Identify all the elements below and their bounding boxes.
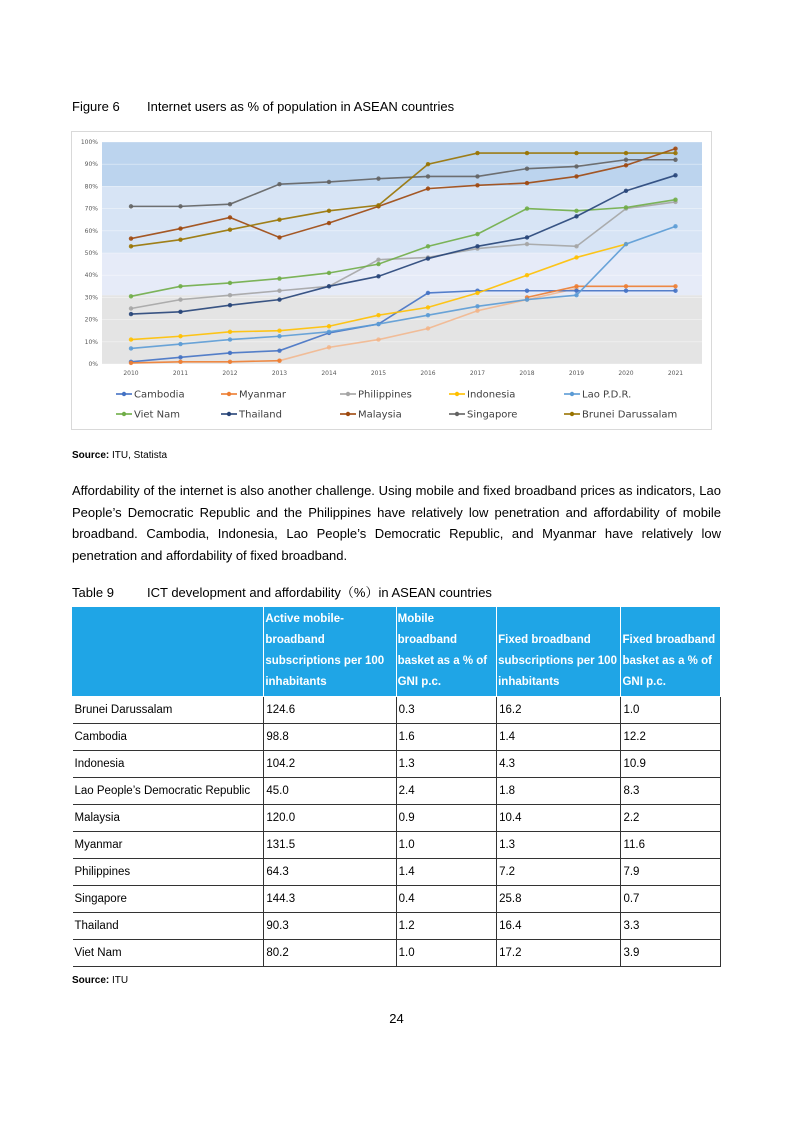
- series-cambodia-point: [228, 351, 232, 355]
- cell-country: Viet Nam: [73, 940, 264, 967]
- series-myanmar-point: [673, 284, 677, 288]
- series-thailand-point: [475, 244, 479, 248]
- cell-country: Brunei Darussalam: [73, 697, 264, 724]
- series-indonesia-point: [327, 324, 331, 328]
- series-indonesia-point: [178, 334, 182, 338]
- series-thailand-point: [277, 297, 281, 301]
- series-thailand-point: [178, 310, 182, 314]
- cell-value: 45.0: [264, 778, 396, 805]
- table-row: [73, 886, 721, 913]
- series-lao-p-d-r-point: [376, 322, 380, 326]
- legend-label-thailand: Thailand: [239, 409, 282, 421]
- series-indonesia-point: [574, 255, 578, 259]
- cell-value: 25.8: [497, 886, 621, 913]
- cell-value: 7.2: [497, 859, 621, 886]
- series-malaysia-point: [178, 226, 182, 230]
- series-lao-p-d-r-point: [574, 293, 578, 297]
- cell-country: Malaysia: [73, 805, 264, 832]
- series-malaysia-point: [624, 163, 628, 167]
- series-philippines-point: [574, 244, 578, 248]
- legend-label-indonesia: Indonesia: [467, 389, 516, 401]
- series-malaysia-point: [228, 215, 232, 219]
- table-row: [73, 940, 721, 967]
- cell-country: Lao People’s Democratic Republic: [73, 778, 264, 805]
- table-row: [73, 724, 721, 751]
- series-singapore-point: [574, 164, 578, 168]
- series-faint-point: [426, 326, 430, 330]
- header-country: [73, 607, 264, 697]
- cell-value: 1.2: [396, 913, 496, 940]
- series-viet-nam-point: [426, 244, 430, 248]
- y-tick-label: 40%: [84, 272, 98, 280]
- x-tick-label: 2013: [271, 370, 288, 377]
- figure-number: Figure 6: [72, 99, 120, 114]
- y-tick-label: 50%: [84, 250, 98, 257]
- series-indonesia-point: [525, 273, 529, 277]
- table-number: Table 9: [72, 585, 114, 600]
- series-singapore-point: [624, 158, 628, 162]
- table-caption: [72, 582, 492, 601]
- figure-source-label: Source:: [72, 450, 110, 461]
- series-singapore-point: [376, 176, 380, 180]
- series-brunei-darussalam-point: [277, 218, 281, 222]
- series-singapore-point: [327, 180, 331, 184]
- legend-marker-indonesia: [455, 392, 459, 396]
- cell-country: Myanmar: [73, 832, 264, 859]
- series-viet-nam-point: [376, 262, 380, 266]
- legend-marker-viet-nam: [122, 412, 126, 416]
- series-malaysia-point: [574, 174, 578, 178]
- legend-label-malaysia: Malaysia: [358, 409, 402, 421]
- x-tick-label: 2021: [667, 370, 684, 377]
- series-cambodia-point: [277, 348, 281, 352]
- series-malaysia-point: [277, 235, 281, 239]
- series-malaysia-point: [525, 181, 529, 185]
- table-row: [73, 913, 721, 940]
- cell-value: 1.8: [497, 778, 621, 805]
- series-singapore-point: [525, 166, 529, 170]
- cell-value: 3.3: [621, 913, 721, 940]
- x-tick-label: 2011: [172, 370, 189, 377]
- legend-label-lao-p-d-r: Lao P.D.R.: [582, 389, 632, 401]
- cell-value: 16.2: [497, 697, 621, 724]
- legend-marker-brunei-darussalam: [570, 412, 574, 416]
- y-tick-label: 100%: [80, 139, 98, 146]
- series-lao-p-d-r-point: [178, 342, 182, 346]
- y-tick-label: 30%: [84, 294, 98, 302]
- y-tick-label: 90%: [84, 161, 98, 169]
- cell-value: 11.6: [621, 832, 721, 859]
- series-brunei-darussalam-point: [624, 151, 628, 155]
- table-source: [72, 975, 128, 986]
- header-fixed-subscriptions: Fixed broadband subscriptions per 100 inhabitants: [497, 607, 621, 697]
- table-row: [73, 697, 721, 724]
- series-philippines-point: [178, 297, 182, 301]
- series-cambodia-point: [426, 291, 430, 295]
- legend-label-singapore: Singapore: [467, 409, 518, 421]
- x-tick-label: 2012: [222, 370, 238, 377]
- cell-value: 1.0: [621, 697, 721, 724]
- cell-value: 1.3: [497, 832, 621, 859]
- header-mobile-basket: Mobile broadband basket as a % of GNI p.c.: [396, 607, 496, 697]
- series-viet-nam-point: [673, 198, 677, 202]
- series-brunei-darussalam-point: [574, 151, 578, 155]
- figure-source-text: ITU, Statista: [109, 450, 168, 461]
- cell-value: 7.9: [621, 859, 721, 886]
- table-row: [73, 859, 721, 886]
- series-lao-p-d-r-point: [475, 304, 479, 308]
- series-thailand-point: [426, 256, 430, 260]
- series-viet-nam-point: [574, 209, 578, 213]
- cell-value: 0.4: [396, 886, 496, 913]
- cell-value: 1.6: [396, 724, 496, 751]
- cell-value: 64.3: [264, 859, 396, 886]
- series-indonesia-point: [277, 329, 281, 333]
- cell-value: 2.2: [621, 805, 721, 832]
- cell-value: 0.9: [396, 805, 496, 832]
- series-indonesia-point: [376, 313, 380, 317]
- figure-caption: [72, 99, 454, 114]
- cell-value: 124.6: [264, 697, 396, 724]
- y-tick-label: 10%: [84, 338, 98, 346]
- series-viet-nam-point: [178, 284, 182, 288]
- series-malaysia-point: [327, 221, 331, 225]
- series-brunei-darussalam-point: [327, 209, 331, 213]
- cell-country: Thailand: [73, 913, 264, 940]
- series-myanmar-point: [277, 358, 281, 362]
- cell-value: 1.0: [396, 832, 496, 859]
- cell-value: 144.3: [264, 886, 396, 913]
- series-singapore-point: [673, 158, 677, 162]
- legend-marker-myanmar: [227, 392, 231, 396]
- series-faint-point: [475, 309, 479, 313]
- legend-label-viet-nam: Viet Nam: [134, 409, 181, 421]
- cell-value: 1.4: [396, 859, 496, 886]
- cell-value: 4.3: [497, 751, 621, 778]
- series-thailand-point: [624, 189, 628, 193]
- cell-value: 10.4: [497, 805, 621, 832]
- x-tick-label: 2019: [568, 370, 585, 377]
- cell-value: 8.3: [621, 778, 721, 805]
- series-lao-p-d-r-point: [129, 346, 133, 350]
- table-header-row: [73, 607, 721, 697]
- cell-value: 17.2: [497, 940, 621, 967]
- series-viet-nam-point: [228, 281, 232, 285]
- series-brunei-darussalam-point: [673, 151, 677, 155]
- series-lao-p-d-r-point: [277, 334, 281, 338]
- y-tick-label: 0%: [88, 361, 98, 368]
- cell-value: 0.7: [621, 886, 721, 913]
- y-tick-label: 60%: [84, 227, 98, 235]
- table-row: [73, 778, 721, 805]
- cell-value: 10.9: [621, 751, 721, 778]
- series-myanmar-point: [178, 360, 182, 364]
- series-thailand-point: [376, 274, 380, 278]
- legend-marker-philippines: [346, 392, 350, 396]
- x-tick-label: 2018: [519, 370, 535, 377]
- series-cambodia-point: [574, 289, 578, 293]
- legend-label-philippines: Philippines: [358, 389, 412, 401]
- series-viet-nam-point: [277, 276, 281, 280]
- series-indonesia-point: [426, 305, 430, 309]
- x-tick-label: 2010: [123, 370, 139, 377]
- cell-country: Singapore: [73, 886, 264, 913]
- series-myanmar-point: [574, 284, 578, 288]
- series-brunei-darussalam-point: [376, 203, 380, 207]
- body-paragraph: Affordability of the internet is also another challenge. Using mobile and fixed broadband prices as indicators, Lao People’s Democratic Republic and the Philippines have relatively low penetration and affordability of mobile broadband. Cambodia, Indonesia, Lao People’s Democratic Republic, and Myanmar have relatively low penetration and affordability of fixed broadband.: [72, 483, 721, 563]
- series-indonesia-point: [228, 330, 232, 334]
- series-viet-nam-point: [525, 206, 529, 210]
- header-mobile-subscriptions: Active mobile-broadband subscriptions per 100 inhabitants: [264, 607, 396, 697]
- series-thailand-point: [327, 284, 331, 288]
- series-philippines-point: [277, 289, 281, 293]
- series-myanmar-point: [624, 284, 628, 288]
- series-cambodia-point: [178, 355, 182, 359]
- legend-label-myanmar: Myanmar: [239, 389, 286, 401]
- table-source-text: ITU: [109, 975, 129, 986]
- figure-title: Internet users as % of population in ASEAN countries: [147, 99, 455, 114]
- series-brunei-darussalam-point: [525, 151, 529, 155]
- cell-country: Cambodia: [73, 724, 264, 751]
- series-singapore-point: [277, 182, 281, 186]
- cell-value: 3.9: [621, 940, 721, 967]
- x-tick-label: 2014: [321, 370, 337, 377]
- x-tick-label: 2015: [370, 370, 387, 377]
- series-brunei-darussalam-point: [129, 244, 133, 248]
- series-singapore-point: [129, 204, 133, 208]
- series-viet-nam-point: [129, 294, 133, 298]
- cell-value: 131.5: [264, 832, 396, 859]
- series-myanmar-point: [129, 361, 133, 365]
- line-chart: [71, 131, 712, 430]
- legend-marker-thailand: [227, 412, 231, 416]
- cell-value: 16.4: [497, 913, 621, 940]
- cell-value: 1.3: [396, 751, 496, 778]
- cell-country: Indonesia: [73, 751, 264, 778]
- y-tick-label: 80%: [84, 183, 98, 191]
- legend-marker-cambodia: [122, 392, 126, 396]
- series-thailand-point: [228, 303, 232, 307]
- cell-value: 104.2: [264, 751, 396, 778]
- series-malaysia-point: [475, 183, 479, 187]
- series-malaysia-point: [129, 236, 133, 240]
- page-number: 24: [389, 1011, 404, 1026]
- series-thailand-point: [525, 235, 529, 239]
- cell-value: 1.0: [396, 940, 496, 967]
- series-cambodia-point: [673, 289, 677, 293]
- y-tick-label: 70%: [84, 205, 98, 213]
- series-malaysia-point: [673, 146, 677, 150]
- series-lao-p-d-r-point: [228, 337, 232, 341]
- legend-label-cambodia: Cambodia: [134, 389, 185, 401]
- series-thailand-point: [673, 173, 677, 177]
- cell-value: 80.2: [264, 940, 396, 967]
- table-source-label: Source:: [72, 975, 110, 986]
- series-indonesia-point: [129, 337, 133, 341]
- series-viet-nam-point: [327, 271, 331, 275]
- table-row: [73, 832, 721, 859]
- table-title: ICT development and affordability（%）in ASEAN countries: [147, 585, 492, 600]
- series-lao-p-d-r-point: [426, 313, 430, 317]
- series-philippines-point: [228, 293, 232, 297]
- legend-marker-singapore: [455, 412, 459, 416]
- cell-value: 120.0: [264, 805, 396, 832]
- series-viet-nam-point: [475, 232, 479, 236]
- cell-value: 0.3: [396, 697, 496, 724]
- series-brunei-darussalam-point: [426, 162, 430, 166]
- table-row: [73, 805, 721, 832]
- cell-value: 1.4: [497, 724, 621, 751]
- x-tick-label: 2017: [469, 370, 486, 377]
- legend-label-brunei-darussalam: Brunei Darussalam: [582, 409, 678, 421]
- series-brunei-darussalam-point: [228, 227, 232, 231]
- series-lao-p-d-r-point: [327, 330, 331, 334]
- figure-source: [72, 450, 167, 461]
- series-philippines-point: [376, 257, 380, 261]
- x-tick-label: 2016: [420, 370, 436, 377]
- y-tick-label: 20%: [84, 316, 98, 324]
- series-myanmar-point: [228, 360, 232, 364]
- series-indonesia-point: [475, 291, 479, 295]
- header-fixed-basket: Fixed broadband basket as a % of GNI p.c.: [621, 607, 721, 697]
- series-lao-p-d-r-point: [673, 224, 677, 228]
- series-faint-point: [376, 337, 380, 341]
- series-faint-point: [327, 345, 331, 349]
- cell-value: 12.2: [621, 724, 721, 751]
- cell-value: 2.4: [396, 778, 496, 805]
- cell-value: 98.8: [264, 724, 396, 751]
- series-cambodia-point: [525, 289, 529, 293]
- series-viet-nam-point: [624, 205, 628, 209]
- legend-marker-malaysia: [346, 412, 350, 416]
- legend-marker-lao-p-d-r: [570, 392, 574, 396]
- series-brunei-darussalam-point: [475, 151, 479, 155]
- series-philippines-point: [129, 306, 133, 310]
- chart-canvas: [72, 132, 711, 429]
- ict-table: [72, 606, 721, 967]
- series-malaysia-point: [426, 186, 430, 190]
- series-lao-p-d-r-point: [525, 297, 529, 301]
- series-brunei-darussalam-point: [178, 237, 182, 241]
- series-cambodia-point: [624, 289, 628, 293]
- series-singapore-point: [426, 174, 430, 178]
- series-lao-p-d-r-point: [624, 242, 628, 246]
- x-tick-label: 2020: [618, 370, 634, 377]
- cell-value: 90.3: [264, 913, 396, 940]
- series-thailand-point: [129, 312, 133, 316]
- series-philippines-point: [525, 242, 529, 246]
- series-thailand-point: [574, 214, 578, 218]
- series-singapore-point: [178, 204, 182, 208]
- chart-band: [102, 295, 702, 364]
- cell-country: Philippines: [73, 859, 264, 886]
- series-singapore-point: [228, 202, 232, 206]
- table-row: [73, 751, 721, 778]
- series-singapore-point: [475, 174, 479, 178]
